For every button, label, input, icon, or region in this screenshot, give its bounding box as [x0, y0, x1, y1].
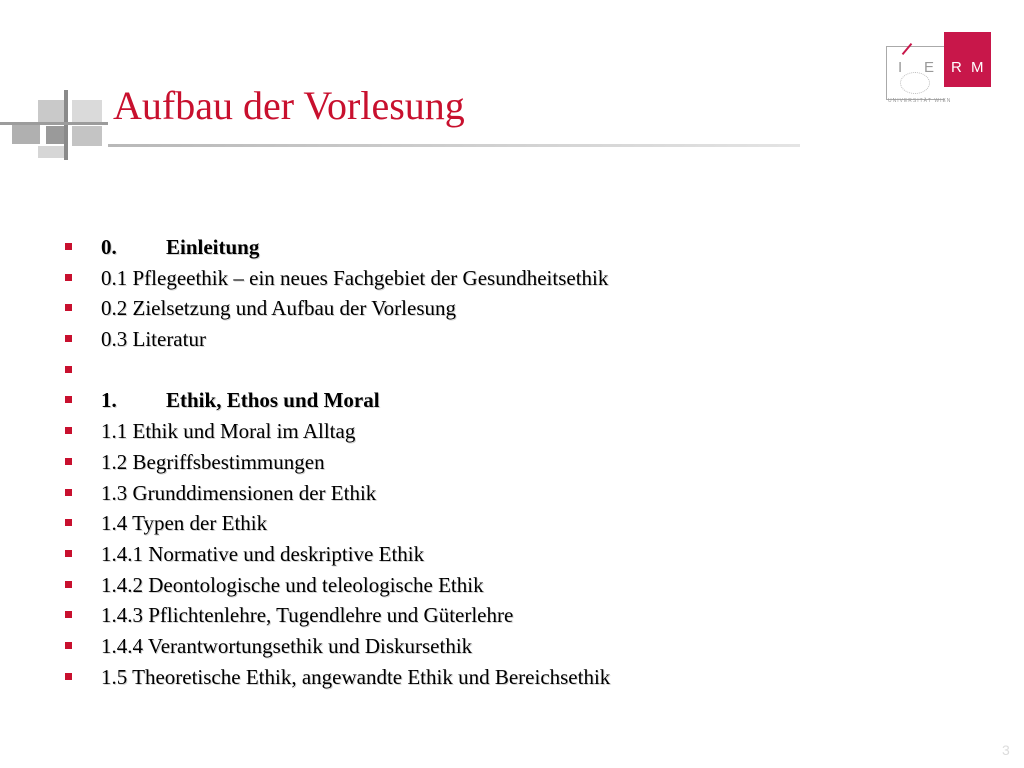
logo-letter-i: I: [898, 59, 904, 76]
slide-title: Aufbau der Vorlesung: [113, 83, 465, 128]
bullet-icon: [65, 458, 72, 465]
item-label: 1.4.2 Deontologische und teleologische Ethik: [101, 572, 484, 597]
item-label: 1.3 Grunddimensionen der Ethik: [101, 480, 377, 505]
list-item: [62, 355, 610, 386]
item-label: 1.4.1 Normative und deskriptive Ethik: [101, 541, 425, 566]
list-item: [62, 508, 610, 539]
list-item: [62, 539, 610, 570]
list-item: [62, 662, 610, 693]
logo-letter-r: R: [951, 59, 963, 76]
bullet-icon: [65, 427, 72, 434]
bullet-icon: [65, 274, 72, 281]
bullet-icon: [65, 243, 72, 250]
logo-subtitle: UNIVERSITÄT WIEN: [888, 98, 952, 104]
item-label: 0.1 Pflegeethik – ein neues Fachgebiet der Gesundheitsethik: [101, 265, 609, 290]
list-item: [62, 385, 610, 416]
item-label: 1.4.4 Verantwortungsethik und Diskursethik: [101, 633, 473, 658]
item-number: 0.: [101, 235, 117, 259]
outline-list: [62, 232, 610, 692]
bullet-icon: [65, 396, 72, 403]
item-label: 1.2 Begriffsbestimmungen: [101, 449, 325, 474]
ierm-logo: [886, 32, 991, 104]
bullet-icon: [65, 550, 72, 557]
item-number: 1.: [101, 388, 117, 413]
logo-letter-m: M: [971, 59, 985, 76]
bullet-icon: [65, 335, 72, 342]
item-label: 0.3 Literatur: [101, 327, 206, 352]
bullet-icon: [65, 519, 72, 526]
bullet-icon: [65, 304, 72, 311]
bullet-icon: [65, 642, 72, 649]
item-label: 1.4.3 Pflichtenlehre, Tugendlehre und Güterlehre: [101, 603, 514, 628]
bullet-icon: [65, 366, 72, 373]
item-label: Ethik, Ethos und Moral: [166, 388, 380, 413]
university-seal: [900, 72, 930, 94]
list-item: [62, 293, 610, 324]
item-label: Einleitung: [166, 235, 260, 259]
list-item: [62, 447, 610, 478]
list-item: [62, 631, 610, 662]
list-item: [62, 600, 610, 631]
bullet-icon: [65, 611, 72, 618]
bullet-icon: [65, 581, 72, 588]
item-label: 1.4 Typen der Ethik: [101, 511, 268, 536]
list-item: [62, 263, 610, 294]
bullet-icon: [65, 673, 72, 680]
item-label: 1.1 Ethik und Moral im Alltag: [101, 419, 356, 444]
item-label: 0.2 Zielsetzung und Aufbau der Vorlesung: [101, 296, 457, 321]
list-item: [62, 478, 610, 509]
list-item: [62, 232, 610, 263]
item-label: 1.5 Theoretische Ethik, angewandte Ethik und Bereichsethik: [101, 664, 611, 689]
list-item: [62, 324, 610, 355]
list-item: [62, 416, 610, 447]
bullet-icon: [65, 489, 72, 496]
list-item: [62, 570, 610, 601]
decorative-squares: [0, 90, 120, 162]
logo-letter-e: E: [924, 59, 936, 76]
page-number: 3: [1002, 742, 1010, 758]
title-underline: [108, 144, 800, 147]
